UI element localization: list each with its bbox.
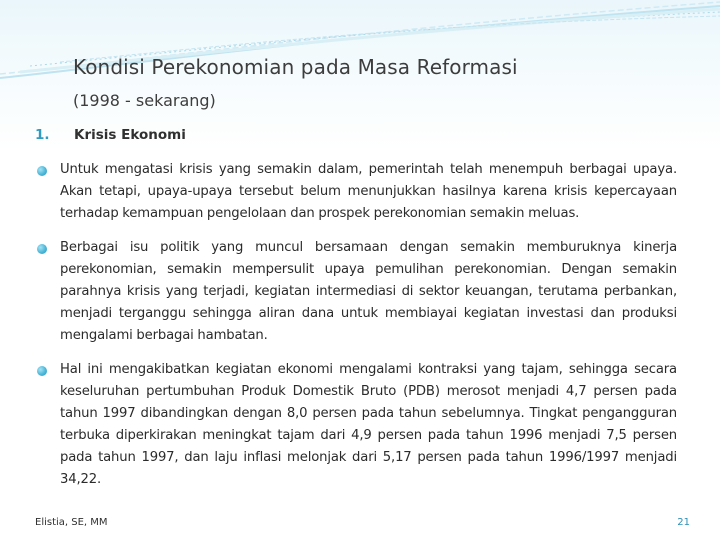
bullet-circle-icon bbox=[37, 366, 47, 376]
bullet-text: Hal ini mengakibatkan kegiatan ekonomi mengalami kontraksi yang tajam, sehingga secara keseluruhan pertumbuhan Produk Domestik Bruto (PDB) merosot menjadi 4,7 persen pada tahun 1997 dibandingkan dengan 8,0 persen pada tahun sebelumnya. Tingkat pengangguran terbuka diperkirakan meningkat tajam dari 4,9 persen pada tahun 1996 menjadi 7,5 persen pada tahun 1997, dan laju inflasi melonjak dari 5,17 persen pada tahun 1996/1997 menjadi 34,22. bbox=[60, 362, 677, 487]
bullet-circle-icon bbox=[37, 244, 47, 254]
bullet-list bbox=[37, 159, 677, 503]
section-heading: Krisis Ekonomi bbox=[74, 127, 186, 143]
footer-author: Elistia, SE, MM bbox=[35, 517, 108, 528]
section-number: 1. bbox=[35, 127, 50, 143]
bullet-circle-icon bbox=[37, 166, 47, 176]
page-number: 21 bbox=[677, 517, 690, 528]
bullet-item bbox=[37, 359, 677, 491]
bullet-item bbox=[37, 237, 677, 347]
bullet-item bbox=[37, 159, 677, 225]
slide-subtitle: (1998 - sekarang) bbox=[73, 91, 216, 110]
bullet-text: Berbagai isu politik yang muncul bersamaan dengan semakin memburuknya kinerja perekonomian, semakin mempersulit upaya pemulihan perekonomian. Dengan semakin parahnya krisis yang terjadi, kegiatan intermediasi di sektor keuangan, terutama perbankan, menjadi terganggu sehingga aliran dana untuk membiayai kegiatan investasi dan produksi mengalami berbagai hambatan. bbox=[60, 240, 677, 343]
slide-title: Kondisi Perekonomian pada Masa Reformasi bbox=[73, 55, 518, 79]
bullet-text: Untuk mengatasi krisis yang semakin dalam, pemerintah telah menempuh berbagai upaya. Akan tetapi, upaya-upaya tersebut belum menunjukkan hasilnya karena krisis kepercayaan terhadap kemampuan pengelolaan dan prospek perekonomian semakin meluas. bbox=[60, 162, 677, 221]
